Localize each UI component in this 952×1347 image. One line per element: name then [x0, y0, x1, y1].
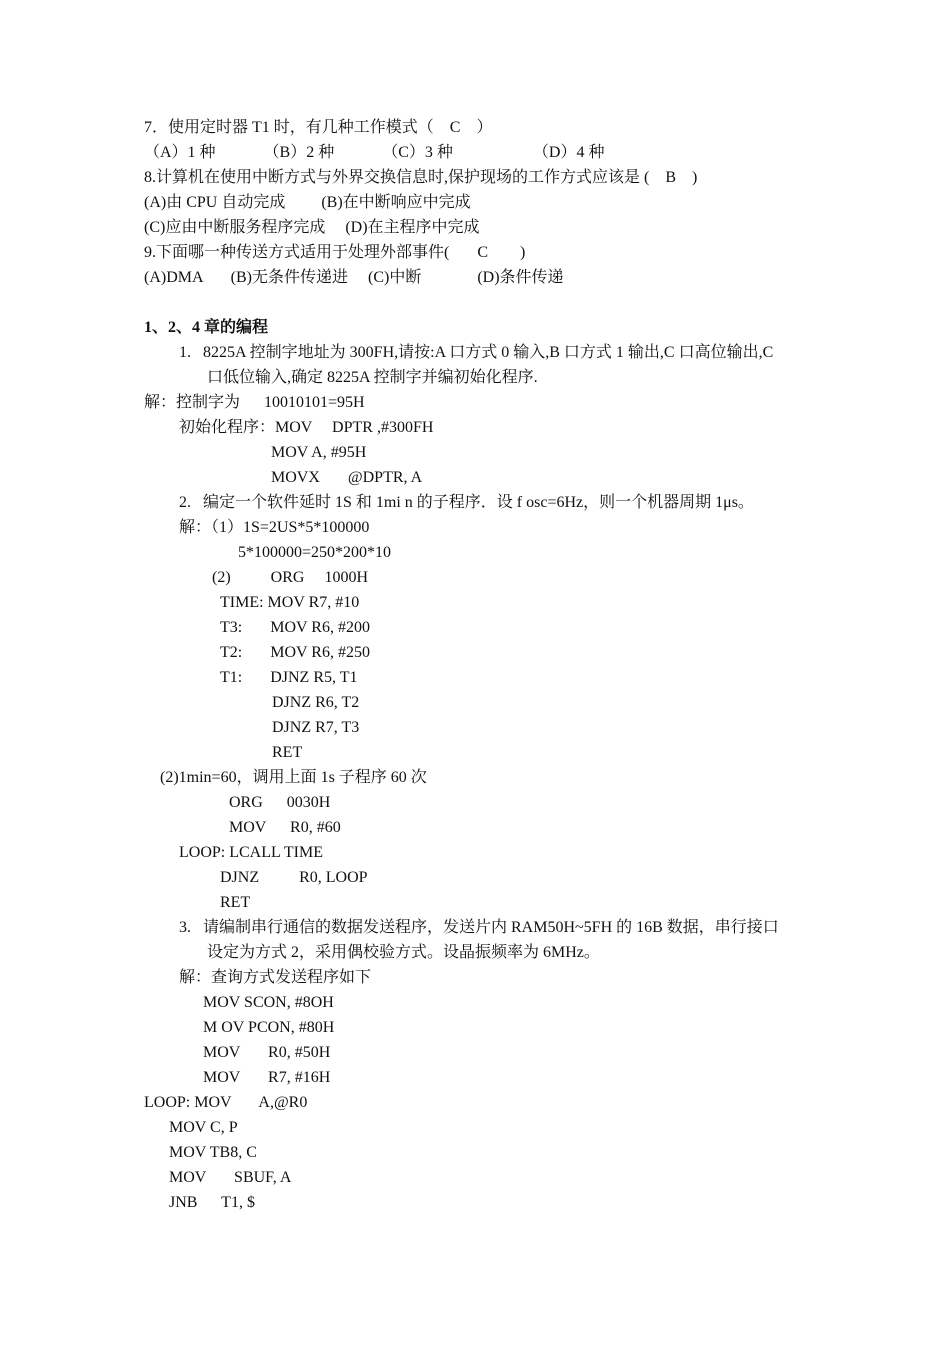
- answer-2-code-line: T2: MOV R6, #250: [220, 644, 370, 661]
- answer-2-code-line: MOV R0, #60: [229, 819, 341, 836]
- answer-2-part-1-calc: 5*100000=250*200*10: [238, 544, 392, 561]
- answer-2-code-line: T1: DJNZ R5, T1: [220, 669, 358, 686]
- answer-1-code-line: MOVX @DPTR, A: [271, 469, 423, 486]
- problem-3-line-2: 设定为方式 2，采用偶校验方式。设晶振频率为 6MHz。: [207, 944, 600, 961]
- answer-2-part-1: 解：（1）1S=2US*5*100000: [179, 519, 370, 536]
- question-9-options: (A)DMA (B)无条件传递进 (C)中断 (D)条件传递: [144, 269, 564, 286]
- question-8: 8.计算机在使用中断方式与外界交换信息时,保护现场的工作方式应该是 ( B ): [144, 169, 698, 186]
- answer-2-code-line: ORG 0030H: [229, 794, 331, 811]
- answer-2-code-line: TIME: MOV R7, #10: [220, 594, 360, 611]
- answer-2-code-line: DJNZ R6, T2: [272, 694, 360, 711]
- answer-1-control-word: 解：控制字为 10010101=95H: [144, 394, 365, 411]
- answer-2-code-line: DJNZ R7, T3: [272, 719, 360, 736]
- question-8-options-cd: (C)应由中断服务程序完成 (D)在主程序中完成: [144, 219, 480, 236]
- answer-3-code-line: MOV R7, #16H: [203, 1069, 331, 1086]
- answer-3-code-line: MOV SBUF, A: [169, 1169, 292, 1186]
- section-heading: 1、2、4 章的编程: [144, 319, 269, 336]
- problem-1-line-2: 口低位输入,确定 8225A 控制字并编初始化程序.: [207, 369, 538, 386]
- answer-1-code-line: 初始化程序：MOV DPTR ,#300FH: [179, 419, 434, 436]
- question-7-options: （A）1 种 （B）2 种 （C）3 种 （D）4 种: [144, 144, 605, 161]
- answer-3-code-line: LOOP: MOV A,@R0: [144, 1094, 308, 1111]
- answer-2-code-line: RET: [220, 894, 251, 911]
- answer-2-code-line: DJNZ R0, LOOP: [220, 869, 368, 886]
- answer-2-code-line: LOOP: LCALL TIME: [179, 844, 323, 861]
- answer-3-code-line: M OV PCON, #80H: [203, 1019, 335, 1036]
- problem-2: 2. 编定一个软件延时 1S 和 1mi n 的子程序．设 f osc=6Hz，则一个机器周期 1μs。: [179, 494, 754, 511]
- problem-1-line-1: 1. 8225A 控制字地址为 300FH,请按:A 口方式 0 输入,B 口方式 1 输出,C 口高位输出,C: [179, 344, 774, 361]
- answer-3-code-line: MOV TB8, C: [169, 1144, 257, 1161]
- question-8-options-ab: (A)由 CPU 自动完成 (B)在中断响应中完成: [144, 194, 471, 211]
- answer-2-code-line: T3: MOV R6, #200: [220, 619, 370, 636]
- answer-2-code-line: RET: [272, 744, 303, 761]
- answer-2-part-2: (2)1min=60，调用上面 1s 子程序 60 次: [160, 769, 427, 786]
- answer-3-intro: 解：查询方式发送程序如下: [179, 969, 372, 986]
- question-9: 9.下面哪一种传送方式适用于处理外部事件( C ): [144, 244, 526, 261]
- answer-3-code-line: JNB T1, $: [169, 1194, 255, 1211]
- answer-3-code-line: MOV SCON, #8OH: [203, 994, 334, 1011]
- answer-2-code-line: (2) ORG 1000H: [212, 569, 368, 586]
- question-7: 7．使用定时器 T1 时，有几种工作模式（ C ）: [144, 119, 493, 136]
- answer-1-code-line: MOV A, #95H: [271, 444, 367, 461]
- answer-3-code-line: MOV C, P: [169, 1119, 238, 1136]
- problem-3-line-1: 3. 请编制串行通信的数据发送程序，发送片内 RAM50H~5FH 的 16B 数据，串行接口: [179, 919, 779, 936]
- answer-3-code-line: MOV R0, #50H: [203, 1044, 331, 1061]
